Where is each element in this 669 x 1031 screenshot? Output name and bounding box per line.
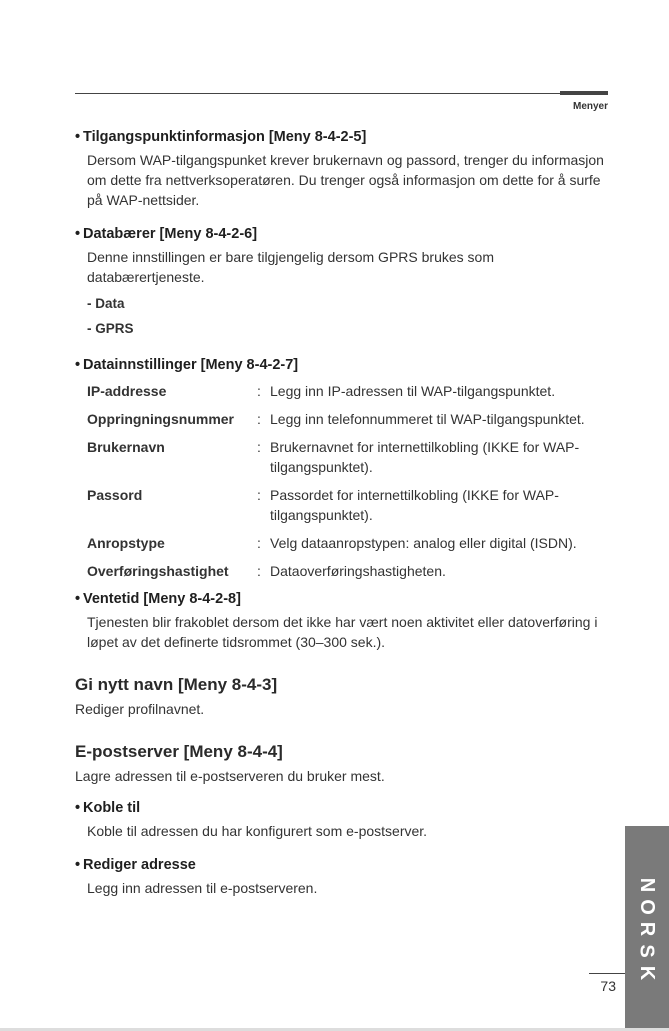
settings-row-dial: Oppringningsnummer : Legg inn telefonnummeret til WAP-tilgangspunktet. xyxy=(87,411,585,427)
page-number: 73 xyxy=(600,978,616,994)
rename-section xyxy=(75,674,615,719)
email-body: Lagre adressen til e-postserveren du bruker mest. xyxy=(75,768,385,784)
settings-desc: Brukernavnet for internettilkobling (IKKE for WAP-tilgangspunktet). xyxy=(270,439,580,475)
tab-letter: K xyxy=(635,965,658,980)
bullet-icon: • xyxy=(75,591,81,607)
settings-term: Anropstype xyxy=(87,535,165,551)
section-label: Menyer xyxy=(572,101,608,112)
tab-letter: R xyxy=(635,921,658,936)
rename-heading: Gi nytt navn [Meny 8-4-3] xyxy=(75,675,278,694)
data-settings-list xyxy=(75,381,615,581)
tab-letter: N xyxy=(635,877,658,892)
bullet-icon: • xyxy=(75,357,81,373)
settings-term: IP-addresse xyxy=(87,383,167,399)
bullet-icon: • xyxy=(75,800,81,816)
connect-body: Koble til adressen du har konfigurert som e-postserver. xyxy=(87,823,428,839)
bearer-body: Denne innstillingen er bare tilgjengelig dersom GPRS brukes som databærertjeneste. xyxy=(87,249,494,285)
email-heading: E-postserver [Meny 8-4-4] xyxy=(75,742,283,761)
settings-row-call-type: Anropstype : Velg dataanropstypen: analog eller digital (ISDN). xyxy=(87,535,577,551)
header-rule xyxy=(75,93,608,94)
settings-desc: Legg inn IP-adressen til WAP-tilgangspunktet. xyxy=(270,383,556,399)
header-rule-accent xyxy=(560,91,608,95)
wait-time-heading: • Ventetid [Meny 8-4-2-8] xyxy=(75,591,241,607)
bullet-icon: • xyxy=(75,857,81,873)
settings-desc: Velg dataanropstypen: analog eller digital (ISDN). xyxy=(270,535,577,551)
edit-address-body: Legg inn adressen til e-postserveren. xyxy=(87,880,318,896)
settings-row-username: Brukernavn : Brukernavnet for internettilkobling (IKKE for WAP-tilgangspunktet). xyxy=(87,437,615,477)
bearer-heading: • Databærer [Meny 8-4-2-6] xyxy=(75,226,258,242)
connect-heading: • Koble til xyxy=(75,800,141,816)
data-settings-section xyxy=(75,355,615,581)
bullet-icon: • xyxy=(75,129,81,145)
rename-body: Rediger profilnavnet. xyxy=(75,701,205,717)
settings-desc: Passordet for internettilkobling (IKKE for WAP-tilgangspunktet). xyxy=(270,487,559,523)
settings-term: Overføringshastighet xyxy=(87,563,229,579)
bearer-option-gprs: - GPRS xyxy=(87,321,134,336)
settings-desc: Legg inn telefonnummeret til WAP-tilgangspunktet. xyxy=(270,411,585,427)
settings-row-speed: Overføringshastighet : Dataoverføringshastigheten. xyxy=(87,563,446,579)
page-number-rule xyxy=(589,973,625,974)
access-point-section xyxy=(75,127,615,210)
access-point-heading: • Tilgangspunktinformasjon [Meny 8-4-2-5] xyxy=(75,129,367,145)
edit-address-section xyxy=(75,855,615,898)
page-content xyxy=(75,127,615,912)
bearer-section xyxy=(75,224,615,341)
wait-time-body: Tjenesten blir frakoblet dersom det ikke har vært noen aktivitet eller datoverføring i løpet av det definerte tidsrommet (30–300 sek.). xyxy=(87,614,598,650)
edit-address-heading: • Rediger adresse xyxy=(75,857,196,873)
settings-term: Passord xyxy=(87,487,143,503)
settings-term: Oppringningsnummer xyxy=(87,411,234,427)
data-settings-heading: • Datainnstillinger [Meny 8-4-2-7] xyxy=(75,357,299,373)
settings-row-password: Passord : Passordet for internettilkobling (IKKE for WAP-tilgangspunktet). xyxy=(87,485,615,525)
wait-time-section xyxy=(75,589,615,652)
bearer-options xyxy=(75,291,615,341)
email-section xyxy=(75,741,615,786)
settings-row-ip: IP-addresse : Legg inn IP-adressen til WAP-tilgangspunktet. xyxy=(87,383,556,399)
settings-desc: Dataoverføringshastigheten. xyxy=(270,563,446,579)
bearer-option-data: - Data xyxy=(87,296,125,311)
tab-letter: O xyxy=(636,898,658,915)
connect-section xyxy=(75,798,615,841)
bullet-icon: • xyxy=(75,226,81,242)
language-tab xyxy=(625,826,669,1031)
settings-term: Brukernavn xyxy=(87,439,165,455)
tab-letter: S xyxy=(636,943,658,958)
access-point-body: Dersom WAP-tilgangspunket krever brukernavn og passord, trenger du informasjon om dette fra nettverksoperatøren. Du trenger også informasjon om dette for å surfe på WAP-nettsider. xyxy=(87,152,604,208)
